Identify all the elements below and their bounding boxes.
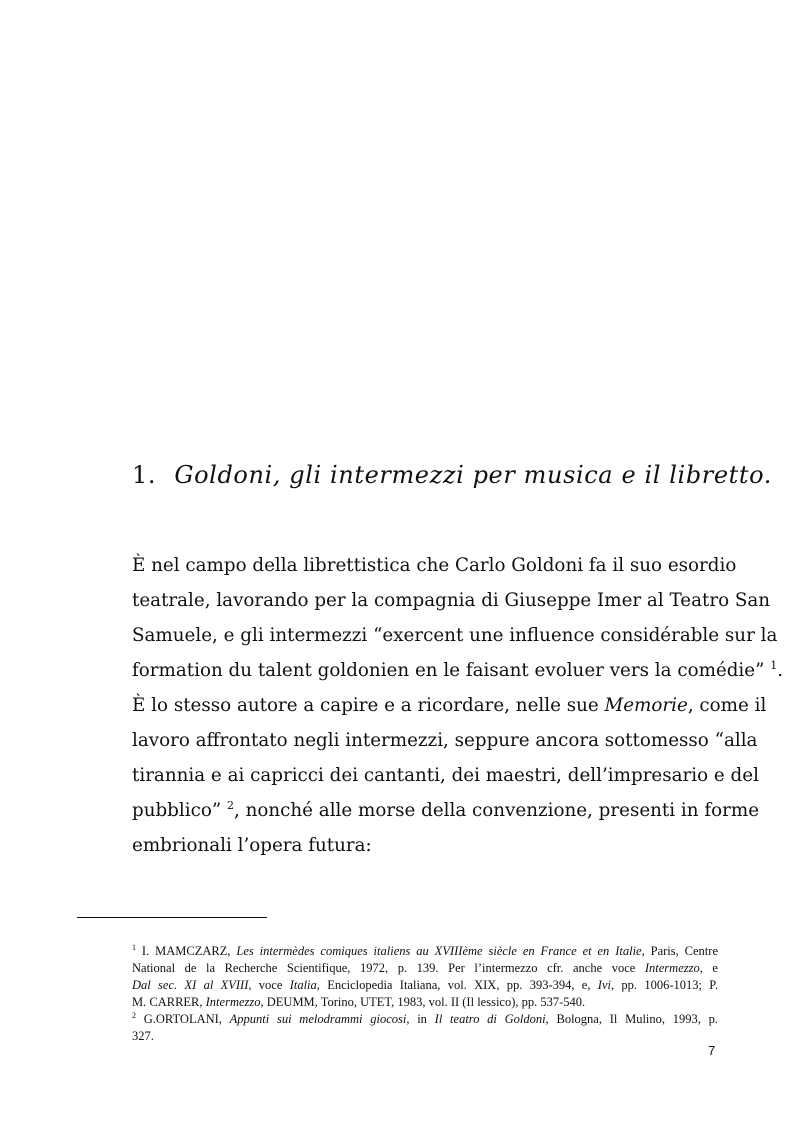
footnote-title: Il teatro di Goldoni bbox=[434, 1012, 546, 1026]
footnote-mark: 1 bbox=[132, 942, 136, 952]
footnote-text: National de la Recherche Scientifique, 1972, p. 139. Per l’intermezzo cfr. anche voce bbox=[132, 961, 645, 975]
chapter-heading bbox=[132, 456, 772, 494]
paragraph-line bbox=[132, 653, 784, 688]
footnote-separator bbox=[77, 917, 267, 918]
page-number: 7 bbox=[708, 1043, 716, 1058]
footnote-title: Ivi bbox=[597, 978, 611, 992]
paragraph-text: È lo stesso autore a capire e a ricordare, nelle sue bbox=[132, 695, 599, 716]
footnote-title: Intermezzo bbox=[644, 961, 700, 975]
footnote-mark: 2 bbox=[132, 1010, 136, 1020]
paragraph-text: formation du talent goldonien en le faisant evoluer vers la comédie” bbox=[132, 660, 765, 681]
footnote-title: Italia bbox=[289, 978, 317, 992]
footnote-text: I. MAMCZARZ, bbox=[136, 944, 237, 958]
footnote-text: , voce bbox=[248, 978, 290, 992]
footnote-2 bbox=[132, 1011, 718, 1028]
footnote-1-line bbox=[132, 960, 718, 977]
footnote-text: , Enciclopedia Italiana, vol. XIX, pp. 393-394, e, bbox=[316, 978, 598, 992]
paragraph-line bbox=[132, 688, 767, 723]
footnote-2-line: 327. bbox=[132, 1029, 154, 1043]
footnote-text: , Paris, Centre bbox=[641, 944, 718, 958]
paragraph-text: . bbox=[777, 660, 784, 681]
footnotes bbox=[132, 943, 718, 1045]
chapter-number: 1. bbox=[132, 461, 157, 489]
paragraph-line: È nel campo della librettistica che Carlo Goldoni fa il suo esordio bbox=[132, 555, 737, 576]
footnote-1-line bbox=[132, 977, 718, 994]
body-paragraph bbox=[132, 548, 784, 863]
paragraph-text: pubblico” bbox=[132, 800, 222, 821]
paragraph-line: embrionali l’opera futura: bbox=[132, 835, 372, 856]
paragraph-line: Samuele, e gli intermezzi “exercent une influence considérable sur la bbox=[132, 625, 778, 646]
footnote-title: Dal sec. XI al XVIII bbox=[132, 978, 249, 992]
footnote-ref-1[interactable]: 1 bbox=[770, 658, 778, 672]
footnote-1-line bbox=[132, 994, 718, 1011]
paragraph-line: tirannia e ai capricci dei cantanti, dei maestri, dell’impresario e del bbox=[132, 765, 759, 786]
footnote-text: , Bologna, Il Mulino, 1993, p. bbox=[545, 1012, 718, 1026]
footnote-title: Intermezzo bbox=[205, 995, 261, 1009]
footnote-text: G.ORTOLANI, bbox=[136, 1012, 230, 1026]
paragraph-text: , come il bbox=[687, 695, 767, 716]
paragraph-line: teatrale, lavorando per la compagnia di Giuseppe Imer al Teatro San bbox=[132, 590, 771, 611]
work-title: Memorie bbox=[604, 695, 688, 716]
footnote-1 bbox=[132, 943, 718, 960]
paragraph-line bbox=[132, 793, 760, 828]
footnote-text: , pp. 1006-1013; P. bbox=[610, 978, 718, 992]
paragraph-line: lavoro affrontato negli intermezzi, seppure ancora sottomesso “alla bbox=[132, 730, 758, 751]
footnote-text: , in bbox=[406, 1012, 435, 1026]
footnote-ref-2[interactable]: 2 bbox=[226, 798, 234, 812]
chapter-title: Goldoni, gli intermezzi per musica e il libretto. bbox=[174, 461, 772, 489]
paragraph-text: , nonché alle morse della convenzione, presenti in forme bbox=[233, 800, 760, 821]
footnote-text: , e bbox=[699, 961, 718, 975]
footnote-text: M. CARRER, bbox=[132, 995, 206, 1009]
footnote-title: Appunti sui melodrammi giocosi bbox=[229, 1012, 407, 1026]
footnote-text: , DEUMM, Torino, UTET, 1983, vol. II (Il lessico), pp. 537-540. bbox=[260, 995, 586, 1009]
footnote-title: Les intermèdes comiques italiens au XVIIIème siècle en France et en Italie bbox=[236, 944, 642, 958]
